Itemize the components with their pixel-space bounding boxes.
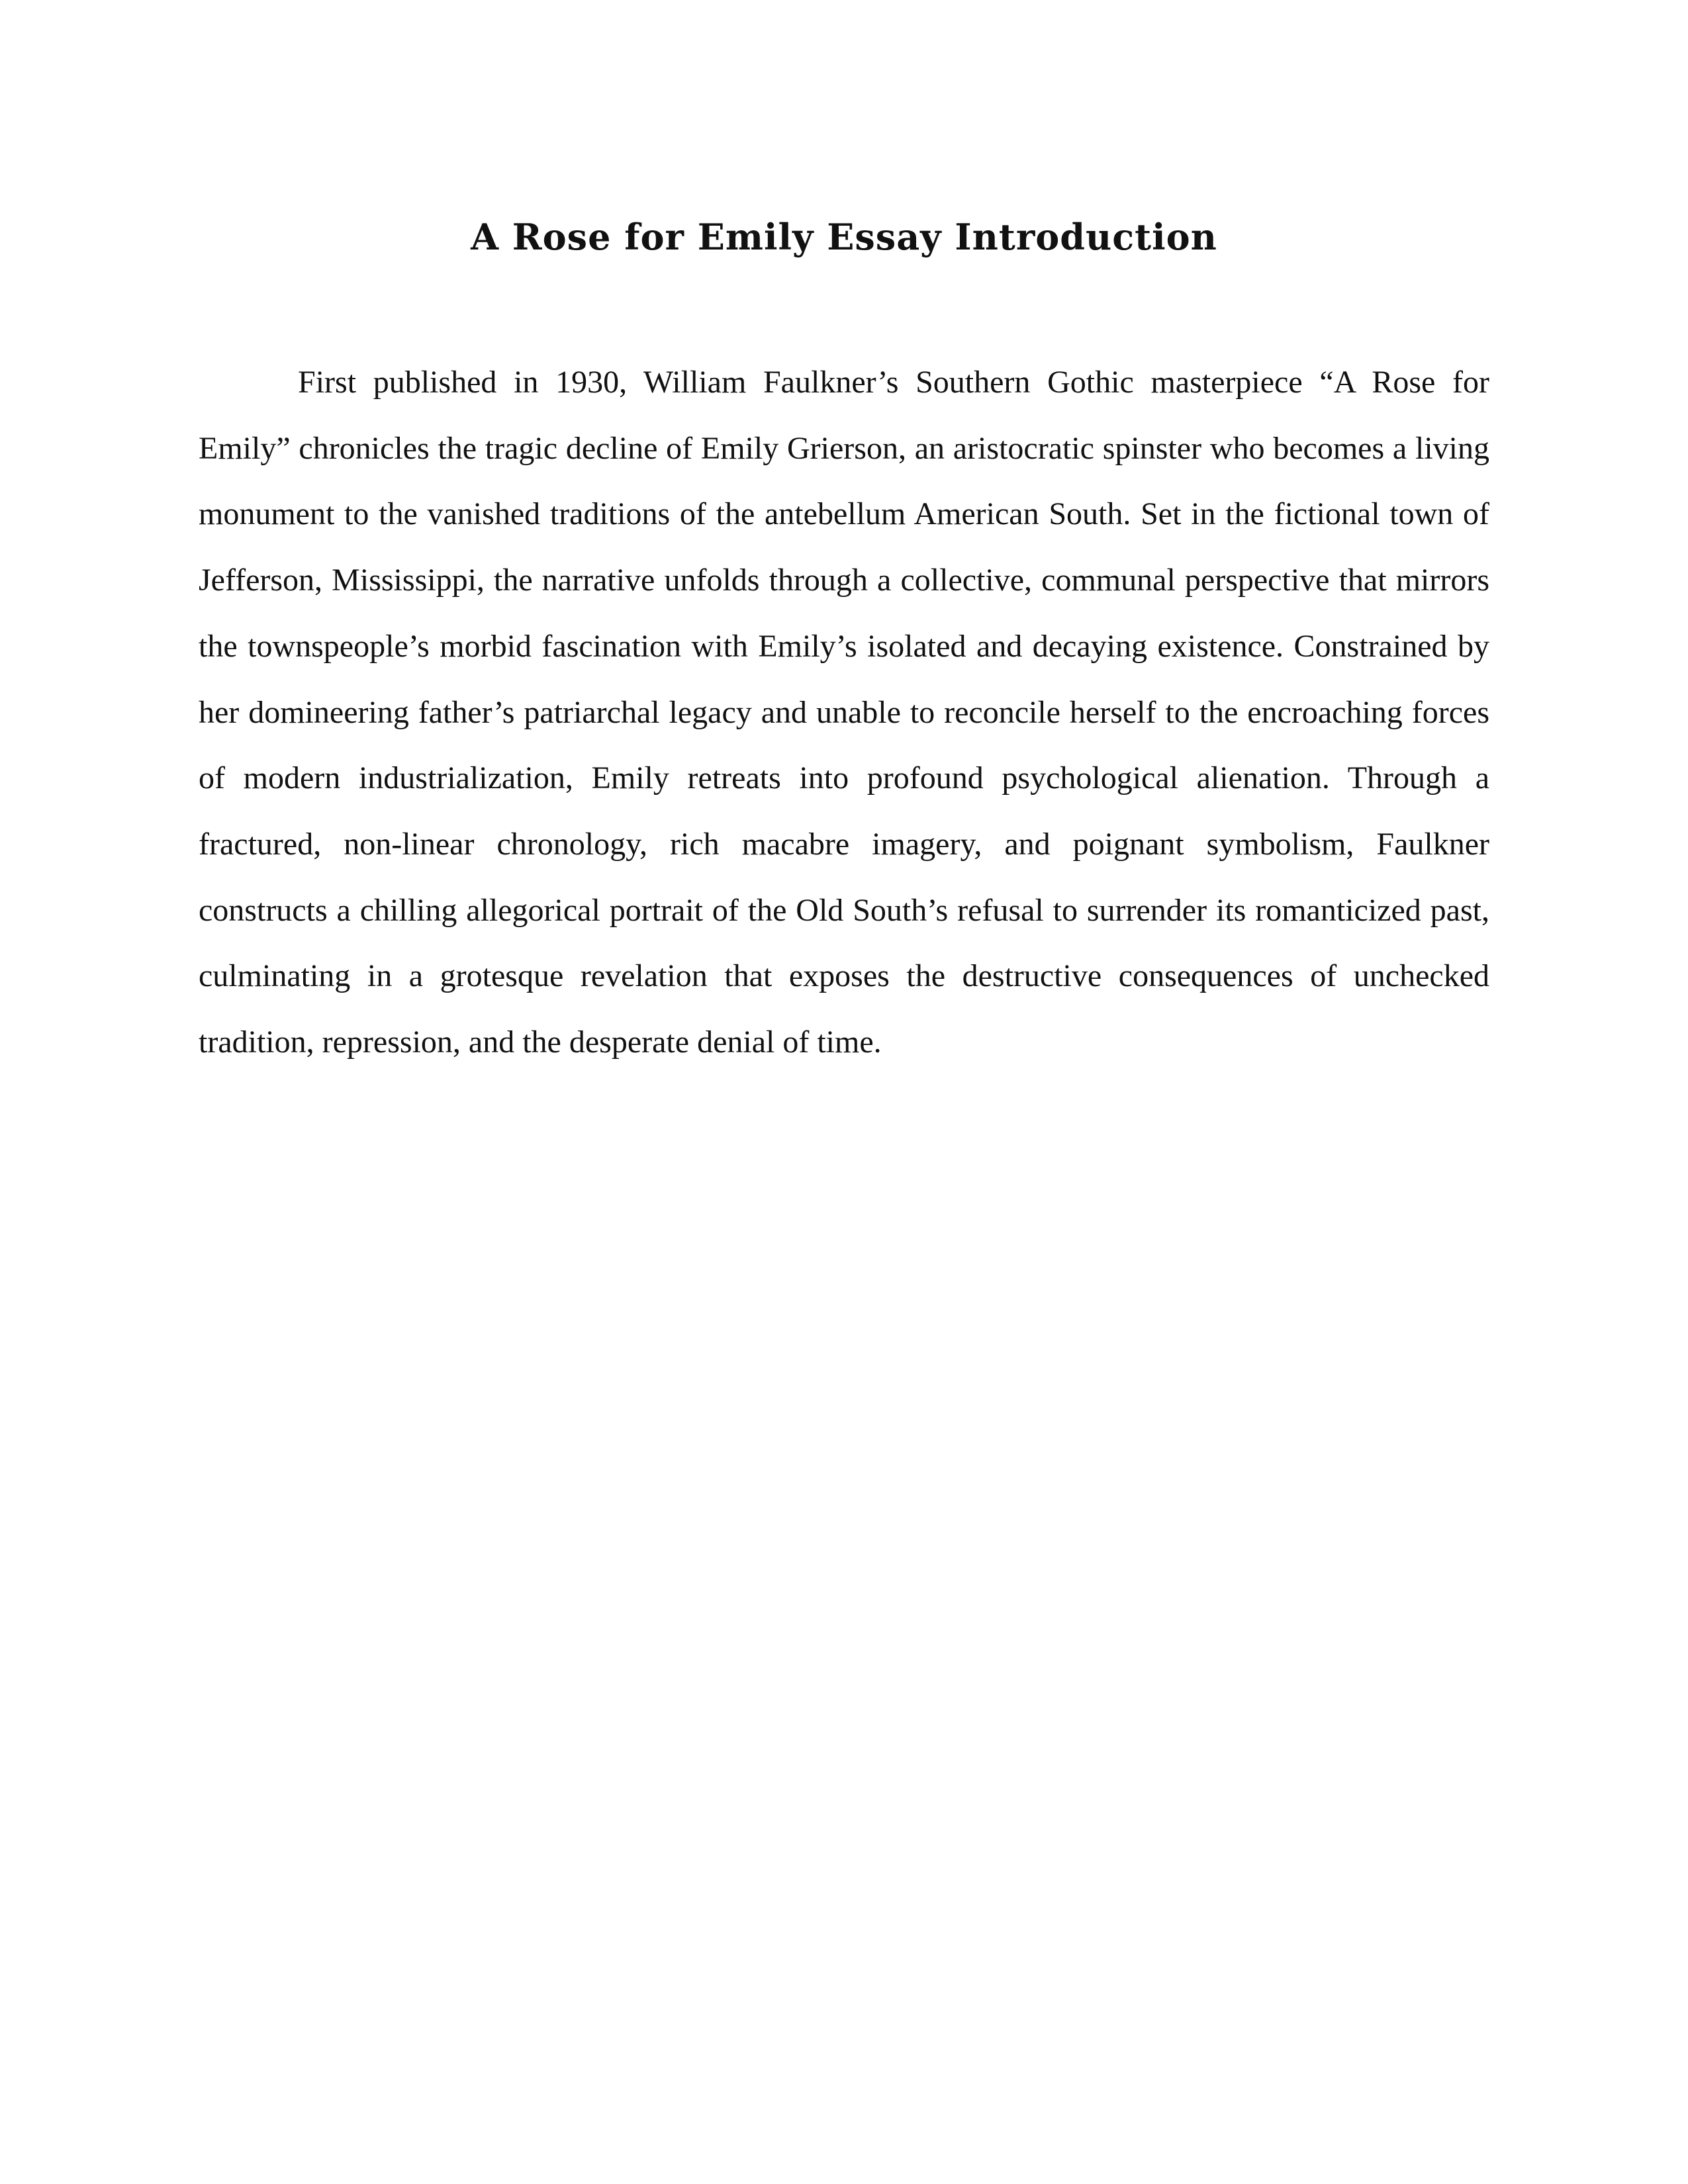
introduction-paragraph: First published in 1930, William Faulkner’s Southern Gothic masterpiece “A Rose for Emily” chronicles the tragic decline of Emily Grierson, an aristocratic spinster who becomes a living monument to the vanished traditions of the antebellum American South. Set in the fictional town of Jefferson, Mississippi, the narrative unfolds through a collective, communal perspective that mirrors the townspeople’s morbid fascination with Emily’s isolated and decaying existence. Constrained by her domineering father’s patriarchal legacy and unable to reconcile herself to the encroaching forces of modern industrialization, Emily retreats into profound psychological alienation. Through a fractured, non-linear chronology, rich macabre imagery, and poignant symbolism, Faulkner constructs a chilling allegorical portrait of the Old South’s refusal to surrender its romanticized past, culminating in a grotesque revelation that exposes the destructive consequences of unchecked tradition, repression, and the desperate denial of time. <box>199 365 1489 1060</box>
document-title: A Rose for Emily Essay Introduction <box>471 216 1217 258</box>
